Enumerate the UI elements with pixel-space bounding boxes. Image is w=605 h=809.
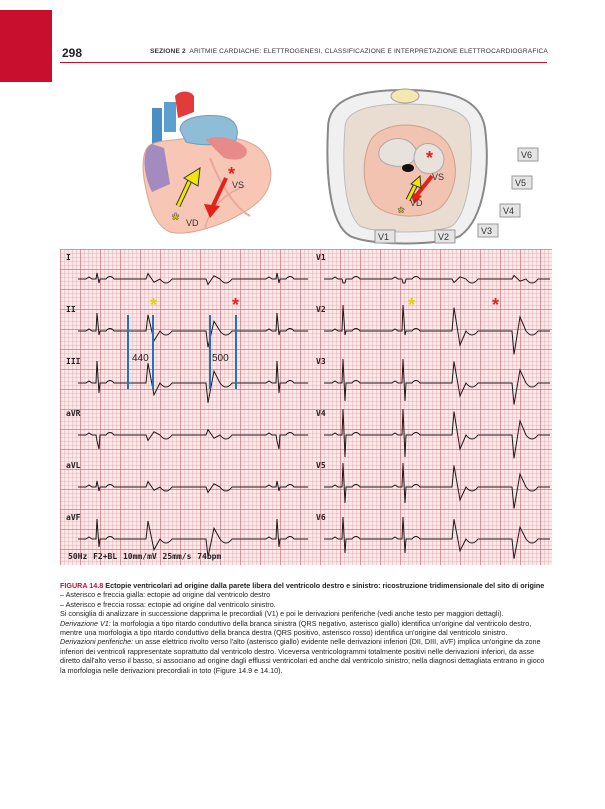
ecg-trace (78, 481, 308, 492)
thorax-cross-section (327, 89, 538, 244)
lead-label-i: I (66, 253, 71, 262)
ecg-trace (78, 273, 308, 284)
lead-label-avr: aVR (66, 409, 81, 418)
ecg-trace (324, 359, 550, 405)
header-rule (60, 62, 547, 63)
interval-label-500: 500 (212, 353, 229, 364)
lead-label-iii: III (66, 357, 81, 366)
ecg-trace (324, 463, 550, 509)
ecg-trace (78, 361, 308, 403)
caption-v1-label: Derivazione V1: (60, 618, 111, 628)
precordial-v1: V1 (378, 232, 390, 242)
precordial-v2: V2 (438, 232, 450, 242)
lead-label-v5: V5 (316, 461, 326, 470)
heart-diagram (143, 92, 271, 234)
ecg-settings: 50Hz F2+BL 10mm/mV 25mm/s 74bpm (68, 552, 222, 561)
ecg-trace (324, 409, 550, 458)
section-title: ARITMIE CARDIACHE: ELETTROGENESI, CLASSIFICAZIONE E INTERPRETAZIONE ELETTROCARDIOGRAFICA (189, 48, 548, 55)
lead-label-v3: V3 (316, 357, 326, 366)
left-vd-label: VD (186, 218, 199, 228)
page-number: 298 (62, 46, 83, 60)
figure-label: FIGURA 14.8 (60, 581, 104, 590)
ecg-trace (78, 430, 308, 449)
lead-label-ii: II (66, 305, 76, 314)
origin-asterisk: * (408, 295, 416, 315)
figure-caption (60, 581, 550, 675)
red-asterisk: * (228, 164, 236, 184)
figure-title: Ectopie ventricolari ad origine dalla parete libera del ventricolo destro e sinistro: ricostruzione tridimensionale del sito di origine (105, 581, 545, 590)
precordial-v3: V3 (481, 226, 493, 236)
lead-label-v1: V1 (316, 253, 326, 262)
ecg-trace (78, 313, 308, 347)
interval-label-440: 440 (132, 353, 149, 364)
caption-red: – Asterisco e freccia rossa: ectopie ad origine dal ventricolo sinistro. (60, 599, 276, 609)
left-vs-label: VS (232, 180, 245, 190)
yellow-asterisk: * (172, 210, 180, 230)
lead-label-v4: V4 (316, 409, 326, 418)
section-label: SEZIONE 2 (150, 48, 186, 55)
chapter-tab (0, 10, 52, 82)
lead-label-v2: V2 (316, 305, 326, 314)
ecg-trace (324, 305, 550, 354)
origin-asterisk: * (232, 295, 240, 315)
right-vd-label: VD (410, 198, 423, 208)
precordial-v5: V5 (515, 178, 527, 188)
caption-v1-text: la morfologia a tipo ritardo conduttivo della branca sinistra (QRS negativo, asterisco giallo) identifica un'origine dal ventricolo destro, mentre una morfologia a tipo ritardo conduttivo della branca destra (QRS positivo, asterisco rosso) identifica un'origine dal ventricolo sinistro. (60, 618, 532, 638)
lead-label-avl: aVL (66, 461, 81, 470)
caption-yellow: – Asterisco e freccia gialla: ectopie ad origine dal ventricolo destro (60, 590, 271, 600)
ecg-trace (324, 275, 550, 283)
running-header (150, 48, 548, 55)
ecg-trace (324, 517, 550, 559)
ecg-waveforms (60, 249, 552, 565)
caption-periph-text: un asse elettrico rivolto verso l'alto (asterisco giallo) evidente nelle derivazioni inferiori (DII, DIII, aVF) implica un'origine da zone inferiori dei ventricoli rappresentate soprattutto dal ventricolo destro. Viceversa ventricologrammi totalmente positivi nelle derivazioni inferiori, da asse diretto dall'alto verso il basso, si associano ad origine dagli efflussi ventricolari ed anche dal ventricolo sinistro; nella diagnosi dettagliata entrano in gioco la morfologia nelle derivazioni precordiali in toto (Figure 14.9 e 14.10). (60, 637, 545, 675)
ecg-tracing (60, 249, 552, 565)
heart-illustrations (60, 88, 550, 248)
origin-asterisk: * (492, 295, 500, 315)
svg-text:*: * (426, 148, 434, 168)
caption-periph-label: Derivazioni periferiche: (60, 637, 134, 647)
right-vs-label: VS (432, 172, 445, 182)
origin-asterisk: * (150, 295, 158, 315)
caption-advice: Si consiglia di analizzare in successione dapprima le precordiali (V1) e poi le derivazioni periferiche (vedi anche testo per maggiori dettagli). (60, 609, 504, 619)
precordial-v6: V6 (521, 150, 533, 160)
lead-label-avf: aVF (66, 513, 81, 522)
precordial-v4: V4 (503, 206, 515, 216)
lead-label-v6: V6 (316, 513, 326, 522)
svg-text:*: * (398, 205, 405, 222)
